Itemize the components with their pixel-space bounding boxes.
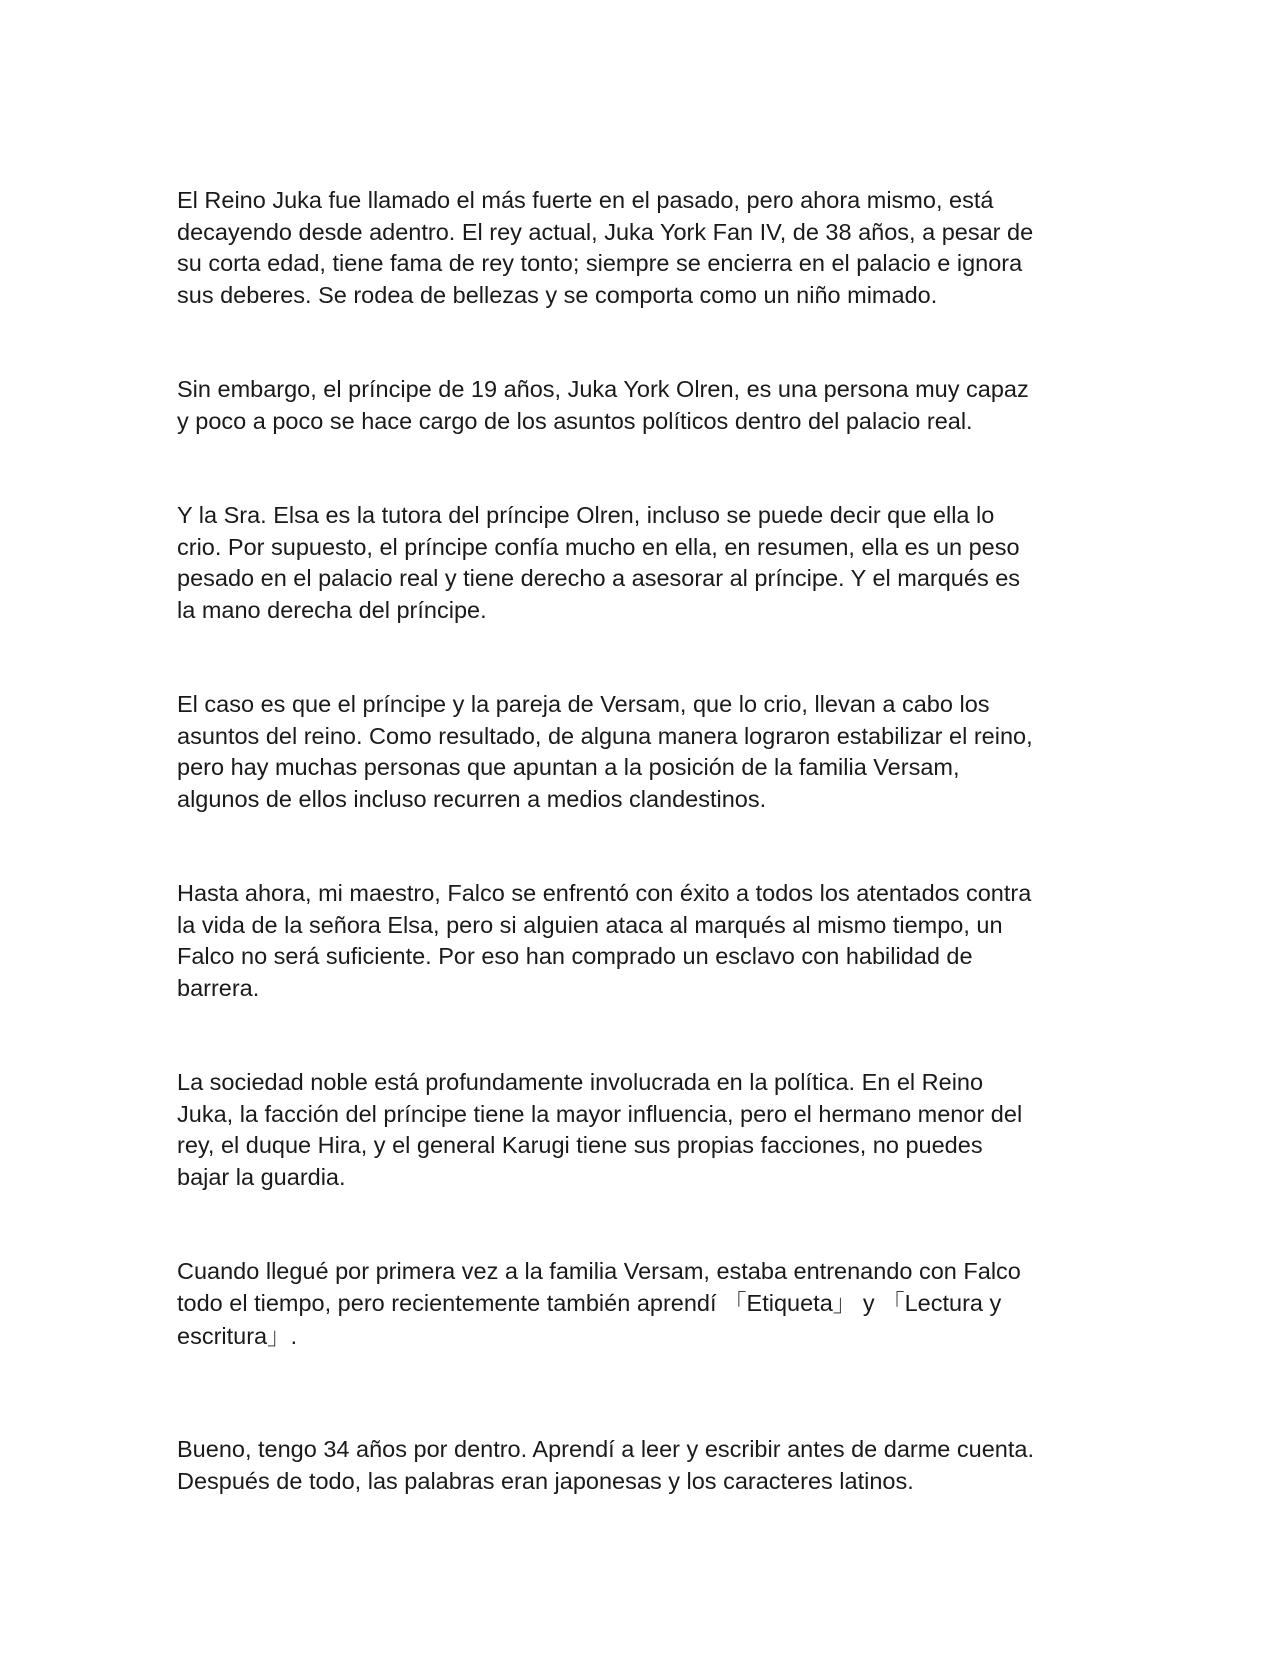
paragraph-line: Y la Sra. Elsa es la tutora del príncipe Olren, incluso se puede decir que ella lo [177, 502, 995, 528]
paragraph-1 [177, 185, 1107, 311]
paragraph-7 [177, 1256, 1107, 1353]
paragraph-8 [177, 1434, 1107, 1497]
paragraph-line: todo el tiempo, pero recientemente también aprendí 「Etiqueta」 y 「Lectura y [177, 1289, 1002, 1316]
paragraph-3 [177, 500, 1107, 626]
paragraph-line: Hasta ahora, mi maestro, Falco se enfrentó con éxito a todos los atentados contra [177, 880, 1032, 906]
paragraph-line: la vida de la señora Elsa, pero si alguien ataca al marqués al mismo tiempo, un [177, 911, 1003, 938]
paragraph-line: pero hay muchas personas que apuntan a la posición de la familia Versam, [177, 754, 960, 780]
paragraph-4 [177, 689, 1107, 815]
paragraph-5 [177, 878, 1107, 1004]
paragraph-line: algunos de ellos incluso recurren a medios clandestinos. [177, 785, 767, 812]
paragraph-line: y poco a poco se hace cargo de los asuntos políticos dentro del palacio real. [177, 407, 973, 434]
paragraph-line: Falco no será suficiente. Por eso han comprado un esclavo con habilidad de [177, 943, 973, 969]
paragraph-line: El caso es que el príncipe y la pareja de Versam, que lo crio, llevan a cabo los [177, 691, 990, 717]
paragraph-line: Juka, la facción del príncipe tiene la mayor influencia, pero el hermano menor del [177, 1100, 1023, 1127]
paragraph-line: crio. Por supuesto, el príncipe confía mucho en ella, en resumen, ella es un peso [177, 533, 1020, 560]
paragraph-line: Bueno, tengo 34 años por dentro. Aprendí a leer y escribir antes de darme cuenta. [177, 1436, 1034, 1462]
paragraph-line: su corta edad, tiene fama de rey tonto; siempre se encierra en el palacio e ignora [177, 250, 1023, 276]
paragraph-line: barrera. [177, 974, 260, 1001]
paragraph-line: Después de todo, las palabras eran japonesas y los caracteres latinos. [177, 1467, 914, 1494]
paragraph-6 [177, 1067, 1107, 1193]
paragraph-line: El Reino Juka fue llamado el más fuerte en el pasado, pero ahora mismo, está [177, 187, 994, 213]
paragraph-line: la mano derecha del príncipe. [177, 596, 487, 623]
paragraph-line: escritura」. [177, 1323, 298, 1349]
paragraph-line: sus deberes. Se rodea de bellezas y se comporta como un niño mimado. [177, 281, 938, 308]
paragraph-line: pesado en el palacio real y tiene derecho a asesorar al príncipe. Y el marqués es [177, 565, 1021, 591]
paragraph-line: Sin embargo, el príncipe de 19 años, Juka York Olren, es una persona muy capaz [177, 376, 1029, 402]
paragraph-line: decayendo desde adentro. El rey actual, Juka York Fan IV, de 38 años, a pesar de [177, 218, 1034, 245]
paragraph-line: asuntos del reino. Como resultado, de alguna manera lograron estabilizar el reino, [177, 722, 1033, 749]
paragraph-line: Cuando llegué por primera vez a la familia Versam, estaba entrenando con Falco [177, 1258, 1021, 1284]
paragraph-2 [177, 374, 1107, 437]
paragraph-line: bajar la guardia. [177, 1163, 346, 1190]
paragraph-line: rey, el duque Hira, y el general Karugi tiene sus propias facciones, no puedes [177, 1132, 983, 1158]
paragraph-line: La sociedad noble está profundamente involucrada en la política. En el Reino [177, 1069, 984, 1095]
